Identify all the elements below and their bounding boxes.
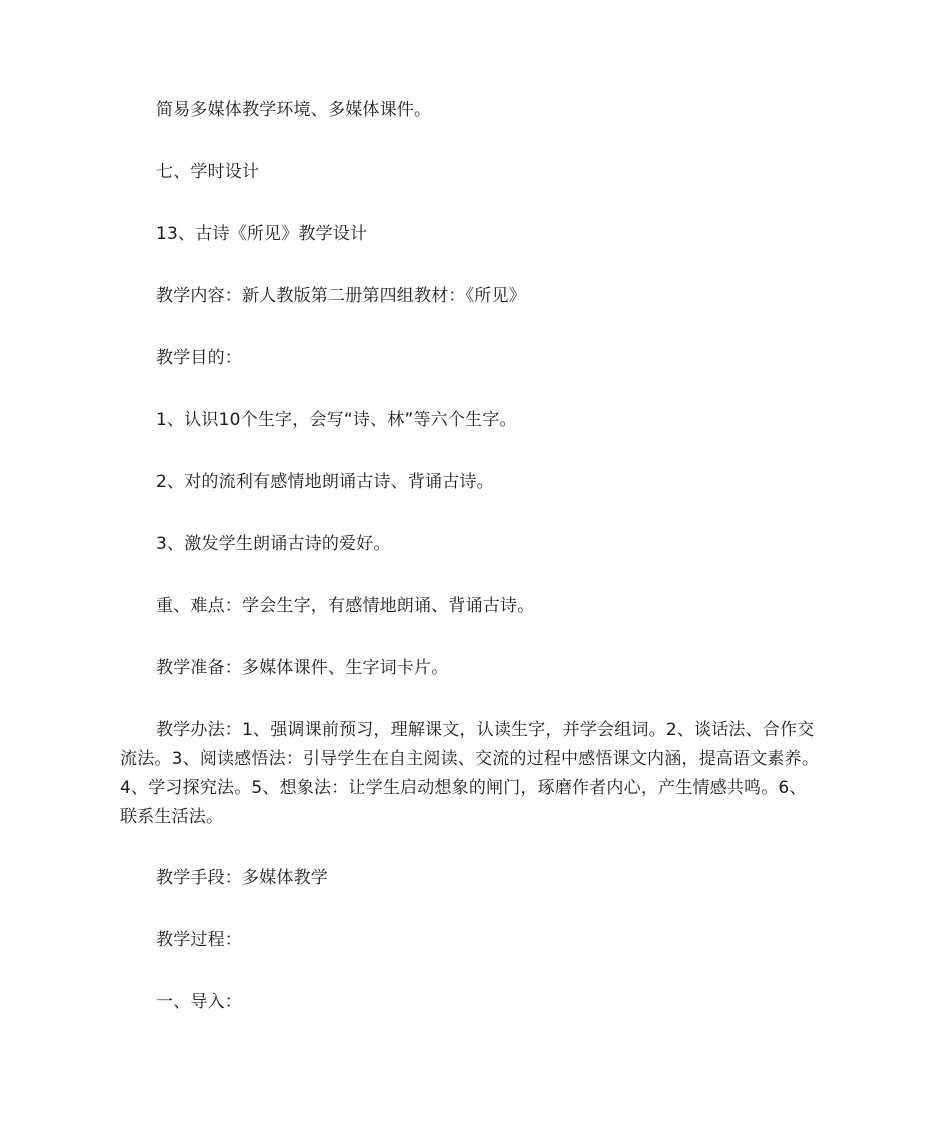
- list-item-goal-2: 2、对的流利有感情地朗诵古诗、背诵古诗。: [156, 472, 494, 492]
- heading-introduction: 一、导入：: [156, 992, 242, 1012]
- paragraph-teaching-environment: 简易多媒体教学环境、多媒体课件。: [156, 100, 432, 120]
- heading-class-hours: 七、学时设计: [156, 162, 260, 182]
- heading-lesson-title: 13、古诗《所见》教学设计: [156, 224, 368, 244]
- paragraph-teaching-process: 教学过程：: [156, 930, 242, 950]
- paragraph-key-points: 重、难点：学会生字，有感情地朗诵、背诵古诗。: [156, 596, 535, 616]
- list-item-goal-3: 3、激发学生朗诵古诗的爱好。: [156, 534, 391, 554]
- paragraph-teaching-means: 教学手段：多媒体教学: [156, 868, 328, 888]
- paragraph-teaching-methods: 教学办法：1、强调课前预习，理解课文，认读生字，并学会组词。2、谈话法、合作交流法。3、阅读感悟法：引导学生在自主阅读、交流的过程中感悟课文内涵，提高语文素养。4、学习探究法。5、想象法：让学生启动想象的闸门，琢磨作者内心，产生情感共鸣。6、联系生活法。: [120, 720, 820, 827]
- paragraph-teaching-content: 教学内容：新人教版第二册第四组教材：《所见》: [156, 286, 526, 306]
- paragraph-teaching-goals-label: 教学目的：: [156, 348, 242, 368]
- list-item-goal-1: 1、认识10个生字，会写“诗、林”等六个生字。: [156, 410, 517, 430]
- paragraph-teaching-preparation: 教学准备：多媒体课件、生字词卡片。: [156, 658, 449, 678]
